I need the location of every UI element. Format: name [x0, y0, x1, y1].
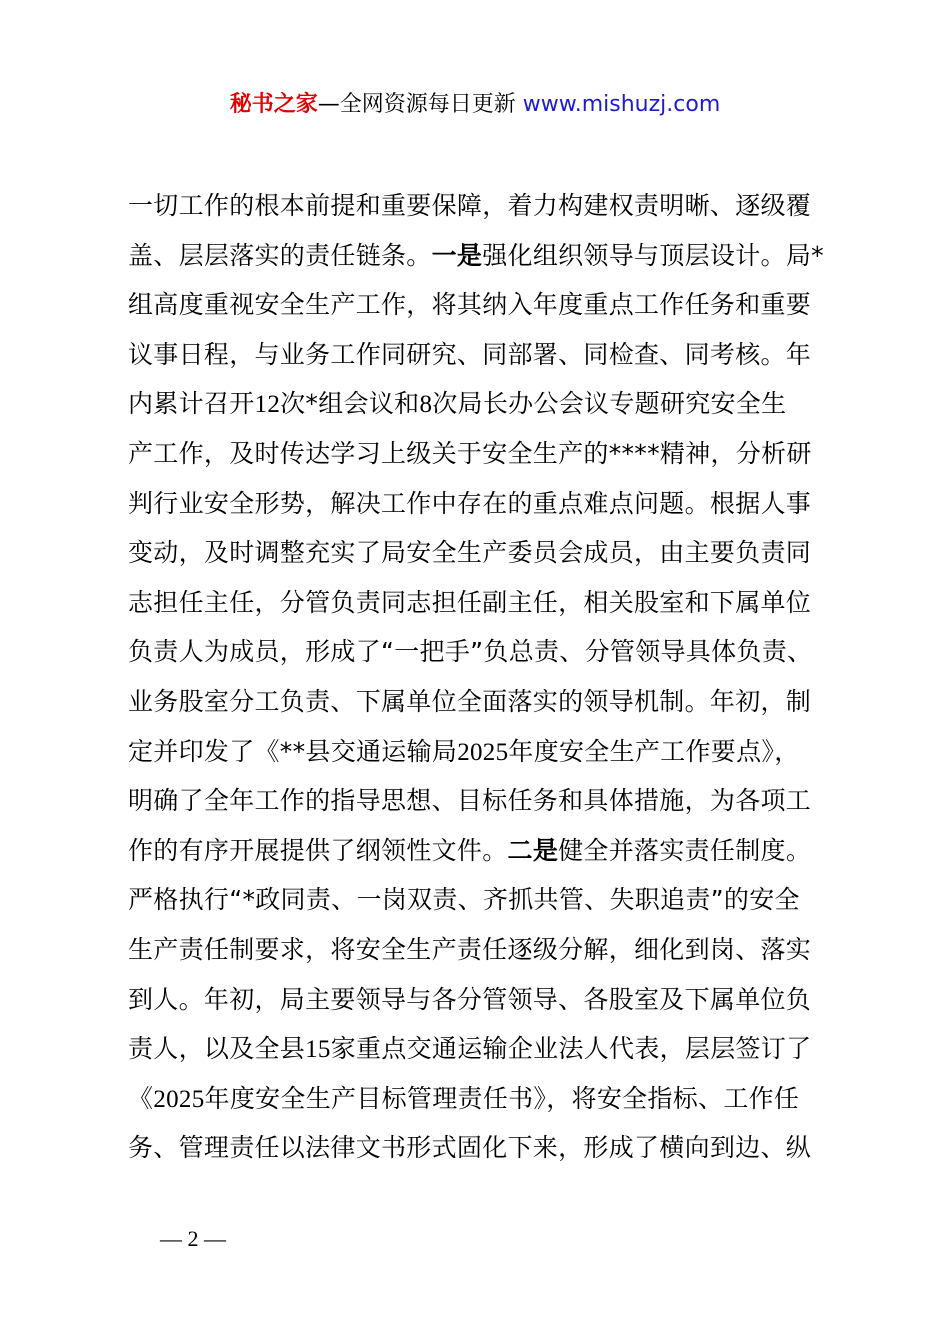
- text-line: [128, 236, 848, 286]
- text-segment: 年度安全生产目标管理责任书》，将安全指标、工作任: [204, 1083, 800, 1113]
- text-line: [128, 831, 848, 881]
- number-text: 2025: [457, 738, 509, 766]
- text-line: [128, 583, 848, 633]
- text-segment: 次局长办公会议专题研究安全生: [432, 389, 787, 419]
- text-segment: 业务股室分工负责、下属单位全面落实的领导机制。年初，制: [128, 686, 812, 716]
- text-segment: 严格执行“*政同责、一岗双责、齐抓共管、失职追责”的安全: [128, 885, 800, 915]
- text-line: [128, 484, 848, 534]
- text-line: [128, 533, 848, 583]
- text-segment: 《: [128, 1083, 154, 1113]
- text-line: [128, 880, 848, 930]
- text-segment: 健全并落实责任制度。: [558, 835, 812, 865]
- brand-name: 秘书之家: [229, 92, 318, 117]
- text-line: [128, 1029, 848, 1079]
- document-body: [128, 186, 848, 1178]
- header-url-link[interactable]: www.mishuzj.com: [522, 92, 721, 117]
- text-segment: 到人。年初，局主要领导与各分管领导、各股室及下属单位负: [128, 984, 812, 1014]
- text-line: [128, 434, 848, 484]
- text-segment: 定并印发了《**县交通运输局: [128, 736, 458, 766]
- text-line: [128, 732, 848, 782]
- text-segment: 一切工作的根本前提和重要保障，着力构建权责明晰、逐级覆: [128, 191, 812, 220]
- text-line: [128, 632, 848, 682]
- text-segment: 内累计召开: [128, 389, 255, 419]
- text-line: [128, 980, 848, 1030]
- text-segment: 强化组织领导与顶层设计。局*: [482, 240, 824, 270]
- text-line: [128, 285, 848, 335]
- text-line: [128, 1128, 848, 1178]
- text-segment: 作的有序开展提供了纲领性文件。: [128, 835, 508, 865]
- text-segment: 年度安全生产工作要点》，: [508, 736, 800, 766]
- number-text: 2025: [153, 1085, 205, 1113]
- text-segment: 组高度重视安全生产工作，将其纳入年度重点工作任务和重要: [128, 290, 812, 320]
- bold-keyword: 二是: [507, 835, 559, 865]
- text-segment: 生产责任制要求，将安全生产责任逐级分解，细化到岗、落实: [128, 934, 812, 964]
- number-text: 12: [254, 391, 281, 419]
- text-segment: 议事日程，与业务工作同研究、同部署、同检查、同考核。年: [128, 339, 812, 369]
- text-segment: 责人，以及全县: [128, 1034, 306, 1064]
- text-line: [128, 1079, 848, 1129]
- text-segment: 家重点交通运输企业法人代表，层层签订了: [330, 1034, 812, 1064]
- text-line: [128, 682, 848, 732]
- number-text: 15: [305, 1036, 331, 1064]
- text-segment: 次*组会议和: [280, 389, 420, 419]
- text-line: [128, 930, 848, 980]
- text-segment: 判行业安全形势，解决工作中存在的重点难点问题。根据人事: [128, 488, 812, 518]
- text-line: [128, 335, 848, 385]
- text-segment: 务、管理责任以法律文书形式固化下来，形成了横向到边、纵: [128, 1133, 812, 1163]
- bold-keyword: 一是: [431, 240, 483, 270]
- page-number: — 2 —: [160, 1226, 226, 1251]
- text-line: [128, 186, 848, 236]
- text-line: [128, 384, 848, 434]
- page-header: [0, 88, 950, 122]
- text-segment: 负责人为成员，形成了“一把手”负总责、分管领导具体负责、: [128, 637, 813, 667]
- text-segment: 盖、层层落实的责任链条。: [128, 240, 432, 270]
- text-segment: 产工作，及时传达学习上级关于安全生产的****精神，分析研: [128, 438, 812, 468]
- text-line: [128, 781, 848, 831]
- header-tagline: —全网资源每日更新: [317, 92, 516, 117]
- text-segment: 明确了全年工作的指导思想、目标任务和具体措施，为各项工: [128, 786, 812, 816]
- text-segment: 志担任主任，分管负责同志担任副主任，相关股室和下属单位: [128, 587, 812, 617]
- text-segment: 变动，及时调整充实了局安全生产委员会成员，由主要负责同: [128, 538, 812, 568]
- number-text: 8: [419, 391, 433, 419]
